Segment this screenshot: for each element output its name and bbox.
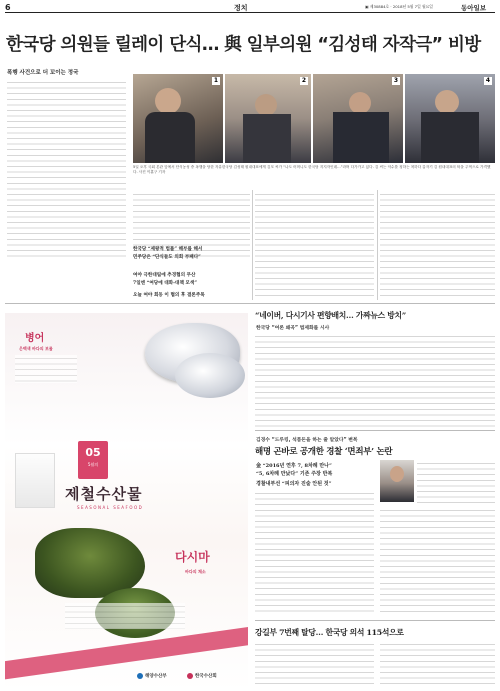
ad-fish2-name: 다시마 [175, 550, 210, 564]
photo-2-body [243, 114, 291, 163]
photo-1-body [145, 112, 195, 163]
middle-subhead-3: 여야 극한대립에 추경협의 무산 [133, 273, 196, 278]
subhead: 폭행 사건으로 더 꼬이는 정국 [7, 70, 79, 76]
photo-3 [313, 74, 403, 163]
page-number: 6 [5, 3, 11, 12]
middle-subhead-1: 한국당 “제왕적 법률” 해부를 해서 [133, 247, 203, 252]
ad-fish1-sub: 은백색 바다의 보물 [19, 346, 53, 351]
bottom-article-body-1 [255, 641, 374, 689]
middle-subhead-2: 민주당은 “단식들도 의회 부패다” [133, 255, 201, 260]
portrait-face [390, 466, 404, 482]
police-sub-1: 金 “2016년 연후 7, 8차례 만나” [256, 463, 332, 469]
police-body-2 [417, 460, 495, 504]
photo-4-figure [435, 90, 459, 114]
ad-fish2-sub: 바다의 채소 [185, 569, 206, 574]
photo-3-figure [349, 92, 371, 114]
brand-logo: 동아일보 [461, 4, 487, 12]
photo-1 [133, 74, 223, 163]
section-divider [5, 303, 495, 304]
month-badge [78, 441, 108, 479]
police-title: 해명 곤바로 공개한 경찰 ‘면죄부’ 논란 [255, 447, 393, 457]
photo-4 [405, 74, 495, 163]
sponsor-logo-2 [187, 673, 193, 679]
ad-description [65, 603, 185, 629]
photo-2 [225, 74, 311, 163]
photo-4-number: 4 [485, 77, 491, 84]
kim-kyungsoo-photo [380, 460, 414, 502]
issue-info: ▣ 제30884호 · 2018년 5월 7일 월요일 [365, 4, 433, 9]
photo-1-figure [155, 88, 181, 114]
pomfret-fish-image-2 [175, 353, 245, 398]
photo-2-figure [255, 94, 277, 116]
ad-fish1-description [15, 355, 77, 383]
photo-3-number: 3 [393, 77, 399, 84]
headline: 한국당 의원들 릴레이 단식… 與 일부의원 “김성태 자작극” 비방 [6, 35, 481, 55]
bottom-article-body-2 [380, 641, 495, 689]
column-divider-1 [252, 190, 253, 300]
bottom-article-title: 강길부 7번째 탈당… 한국당 의석 115석으로 [255, 628, 404, 637]
column-divider-2 [377, 190, 378, 300]
header-rule [5, 12, 495, 13]
police-body-3 [380, 507, 495, 615]
photo-3-body [333, 112, 389, 163]
photo-4-body [421, 112, 479, 163]
naver-article-body [255, 333, 495, 427]
middle-subhead-4: 7일엔 “여당에 대화-대책 모색” [133, 281, 197, 286]
month-badge-label: 5월의 [87, 462, 99, 467]
police-kicker: 김경수 “드루킹, 석품돈을 하는 줄 알았다” 변복 [256, 438, 358, 443]
police-body-1 [255, 490, 374, 615]
ad-main-sub: SEASONAL SEAFOOD [77, 505, 144, 510]
photo-caption: 5일 오후 국회 본관 앞에서 단식농성 중 폭행을 당한 자유한국당 김성태 원내대표에게 김모 씨가 “나도 어머니도 한국당 지지자인데…”라며 다가가고 있다. 김 씨는 악수를 청하는 척하다 갑자기 김 원내대표의 턱을 주먹으로 가격했다. 사진 이훈구 기자 [133, 165, 491, 174]
police-sub-2: “5, 6차례 만났다” 기존 주장 반복 [256, 471, 333, 477]
middle-subhead-5: 오늘 여야 회동 이 협의 후 결론주목 [133, 293, 205, 298]
right-upper-body [380, 191, 495, 299]
police-sub-3: 경찰내부선 “피의자 진술 안된 것” [256, 481, 332, 487]
naver-article-sub: 한국당 “여론 왜곡” 법제화를 시사 [256, 326, 330, 331]
naver-police-divider [255, 430, 495, 431]
middle-article-body-2 [255, 191, 374, 299]
seafood-advertisement [5, 313, 248, 691]
sponsor-logo-1 [137, 673, 143, 679]
photo-2-number: 2 [301, 77, 307, 84]
naver-article-title: “네이버, 다시기사 편향배치… 가짜뉴스 방치” [255, 311, 406, 320]
month-badge-number: 05 [85, 446, 101, 459]
section-label: 정치 [234, 4, 248, 12]
sponsor-2: 한국수산회 [195, 674, 217, 679]
sponsor-1: 해양수산부 [145, 674, 167, 679]
ad-fish1-name: 병어 [25, 333, 45, 344]
ad-main-title: 제철수산물 [65, 485, 143, 503]
photo-1-number: 1 [213, 77, 219, 84]
police-bottom-divider [255, 620, 495, 621]
fish-package-image [15, 453, 55, 508]
lead-article-body [7, 79, 126, 257]
